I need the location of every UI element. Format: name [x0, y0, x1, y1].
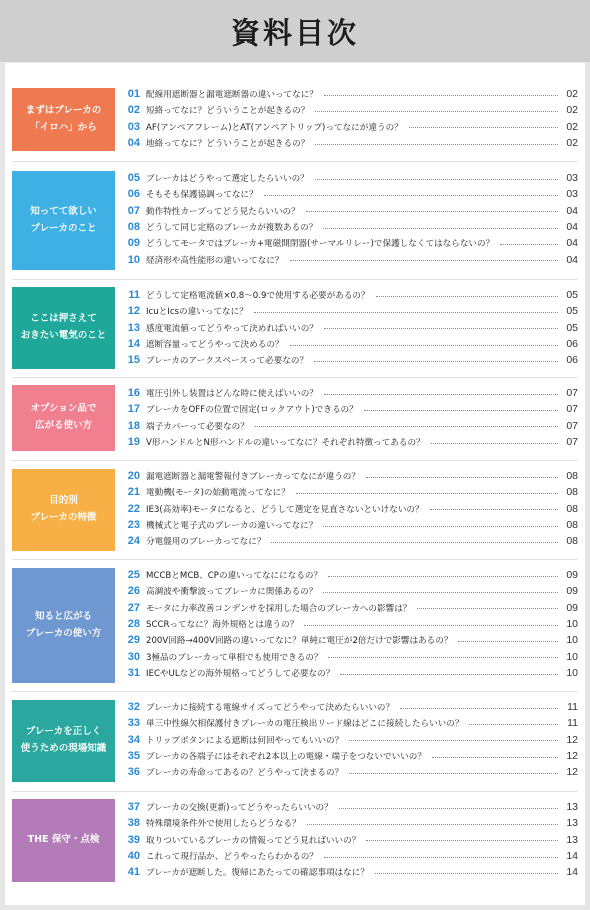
section-label-line: まずはブレーカの [25, 104, 102, 116]
entry-question: V形ハンドルとN形ハンドルの違いってなに？それぞれ特徴ってあるの？ [146, 438, 425, 449]
entry-number: 01 [127, 88, 140, 100]
toc-entry[interactable] [119, 832, 578, 848]
section-label [12, 799, 115, 882]
entry-page-number: 14 [566, 866, 578, 879]
entry-question: ブレーカをOFFの位置で固定(ロックアウト)できるの？ [146, 405, 358, 416]
dot-leader [430, 509, 558, 510]
title-bar [0, 0, 590, 62]
dot-leader [364, 410, 558, 411]
entry-number: 05 [127, 172, 140, 184]
dot-leader [323, 592, 558, 593]
dot-leader [417, 608, 558, 609]
dot-leader [458, 641, 558, 642]
toc-entry[interactable] [119, 418, 578, 434]
entry-question: 配線用遮断器と漏電遮断器の違いってなに？ [146, 90, 318, 100]
dot-leader [375, 873, 558, 874]
entry-number: 33 [127, 717, 140, 730]
entry-page-number: 13 [566, 833, 578, 846]
entry-number: 20 [127, 470, 140, 482]
toc-entry[interactable] [119, 385, 578, 401]
toc-entry[interactable] [119, 632, 578, 648]
entry-number: 34 [127, 733, 140, 746]
entry-page-number: 02 [566, 137, 578, 150]
toc-entry[interactable] [119, 235, 578, 251]
entry-page-number: 10 [566, 650, 578, 663]
section-label-line: THE 保守・点検 [27, 834, 100, 846]
entry-question: 地絡ってなに？どういうことが起きるの？ [146, 139, 310, 150]
section-label-line: オプション品で [30, 403, 97, 415]
dot-leader [409, 127, 558, 128]
entry-page-number: 11 [567, 701, 578, 713]
dot-leader [315, 111, 558, 112]
entry-number: 30 [127, 650, 140, 663]
dot-leader [366, 840, 558, 841]
entry-number: 02 [127, 104, 140, 117]
entry-number: 04 [127, 137, 140, 150]
section-divider [12, 377, 578, 378]
page-title: 資料目次 [230, 15, 359, 50]
entry-page-number: 04 [566, 204, 578, 217]
entry-question: ブレーカはどうやって選定したらいいの？ [146, 174, 309, 184]
entry-page-number: 04 [566, 237, 578, 250]
entry-number: 31 [127, 667, 140, 680]
toc-entry[interactable] [119, 252, 578, 268]
toc-entry[interactable] [119, 864, 578, 880]
toc-entry[interactable] [119, 102, 578, 118]
dot-leader [324, 394, 558, 395]
toc-entry[interactable] [119, 699, 578, 715]
section-label-line: ブレーカの特徴 [30, 512, 97, 523]
dot-leader [366, 477, 558, 478]
entry-question: 高調波や衝撃波ってブレーカに関係あるの？ [146, 587, 318, 598]
entry-number: 09 [127, 237, 140, 250]
entry-question: 3極品のブレーカって単相でも使用できるの？ [146, 652, 323, 663]
entry-page-number: 08 [566, 502, 578, 515]
entry-question: これって現行品か、どうやったらわかるの？ [146, 852, 318, 863]
entry-question: 分電盤用のブレーカってなに？ [146, 537, 266, 548]
entry-page-number: 13 [566, 817, 578, 830]
section-label-line: 使うための現場知識 [20, 743, 107, 754]
entry-number: 41 [127, 866, 140, 879]
dot-leader [324, 857, 558, 858]
entry-number: 27 [127, 601, 140, 614]
toc-entry[interactable] [119, 799, 578, 815]
entry-question: SCCRってなに？海外規格とは違うの？ [146, 620, 299, 631]
dot-leader [271, 542, 558, 543]
section-divider [12, 279, 578, 280]
entry-page-number: 11 [567, 717, 578, 730]
entry-question: 電動機(モータ)の始動電流ってなに？ [146, 488, 290, 499]
entry-number: 07 [127, 204, 140, 217]
entry-number: 37 [127, 801, 140, 813]
entry-number: 03 [127, 120, 140, 133]
entry-question: 短絡ってなに？どういうことが起きるの？ [146, 106, 310, 117]
section-label [12, 287, 115, 369]
entry-question: 端子カバーって必要なの？ [146, 421, 249, 432]
toc-entry[interactable] [119, 287, 578, 303]
entry-page-number: 08 [566, 519, 578, 532]
entry-number: 13 [127, 321, 140, 334]
entry-number: 14 [127, 338, 140, 351]
entry-page-number: 10 [566, 618, 578, 631]
entry-page-number: 05 [566, 321, 578, 334]
toc-entry[interactable] [119, 401, 578, 417]
entry-number: 15 [127, 354, 140, 367]
dot-leader [324, 328, 558, 329]
entry-question: ブレーカのアークスペースって必要なの？ [146, 356, 309, 367]
dot-leader [349, 773, 558, 774]
dot-leader [304, 625, 558, 626]
entry-page-number: 02 [566, 120, 578, 133]
section-divider [12, 460, 578, 461]
entry-question: そもそも保護協調ってなに？ [146, 190, 258, 201]
entry-question: MCCBとMCB、CPの違いってなにになるの？ [146, 571, 323, 581]
entry-number: 19 [127, 436, 140, 449]
entry-page-number: 14 [566, 850, 578, 863]
entry-number: 17 [127, 403, 140, 416]
toc-entry[interactable] [119, 567, 578, 583]
section-label-line: 「イロハ」から [30, 121, 97, 133]
section-label [12, 88, 115, 151]
toc-entry[interactable] [119, 533, 578, 549]
entry-question: 電圧引外し装置はどんな時に使えばいいの？ [146, 389, 318, 399]
toc-entry[interactable] [119, 352, 578, 368]
entry-question: AF(アンペアフレーム)とAT(アンペアトリップ)ってなにが違うの？ [146, 122, 403, 133]
entry-page-number: 12 [566, 733, 578, 746]
toc-entry[interactable] [119, 320, 578, 336]
entry-page-number: 07 [566, 403, 578, 416]
section-label-line: 広がる使い方 [34, 420, 92, 431]
entry-question: 単三中性線欠相保護付きブレーカの電圧検出リード線はどこに接続したらいいの？ [146, 719, 464, 730]
entry-question: モータに力率改善コンデンサを採用した場合のブレーカへの影響は？ [146, 603, 412, 614]
entry-page-number: 05 [566, 305, 578, 318]
toc-entry[interactable] [119, 848, 578, 864]
section-divider [12, 791, 578, 792]
dot-leader [500, 244, 558, 245]
entry-page-number: 04 [566, 253, 578, 266]
entry-page-number: 02 [566, 104, 578, 117]
entry-number: 24 [127, 535, 140, 548]
toc-entry[interactable] [119, 434, 578, 450]
toc-entry[interactable] [119, 336, 578, 352]
section-label-line: 知ってて欲しい [30, 205, 97, 217]
section-label-line: おきたい電気のこと [20, 330, 107, 341]
entry-number: 10 [127, 253, 140, 266]
toc-entry[interactable] [119, 170, 578, 186]
section-label-line: ここは押さえて [30, 313, 97, 325]
entry-question: トリップボタンによる遮断は何回やってもいいの？ [146, 735, 344, 746]
entry-number: 11 [128, 289, 140, 301]
toc-entry[interactable] [119, 665, 578, 681]
toc-entry[interactable] [119, 135, 578, 151]
dot-leader [306, 211, 558, 212]
toc-entry[interactable] [119, 732, 578, 748]
dot-leader [315, 179, 558, 180]
entry-question: IECやULなどの海外規格ってどうして必要なの？ [146, 669, 335, 680]
toc-entry[interactable] [119, 600, 578, 616]
toc-entry[interactable] [119, 649, 578, 665]
entry-number: 29 [127, 634, 140, 647]
toc-entry[interactable] [119, 815, 578, 831]
entry-page-number: 05 [566, 289, 578, 301]
entry-number: 06 [127, 188, 140, 201]
entry-number: 35 [127, 750, 140, 763]
section-label [12, 568, 115, 683]
entry-number: 22 [127, 502, 140, 515]
entry-question: ブレーカの各端子にはそれぞれ2本以上の電線・端子をつないでいいの？ [146, 752, 426, 763]
section-label [12, 171, 115, 270]
entry-page-number: 06 [566, 354, 578, 367]
entry-page-number: 08 [566, 535, 578, 548]
toc-entry[interactable] [119, 501, 578, 517]
section-label [12, 700, 115, 782]
entry-page-number: 03 [566, 188, 578, 201]
dot-leader [255, 426, 558, 427]
dot-leader [431, 443, 558, 444]
entry-number: 25 [127, 569, 140, 581]
dot-leader [323, 526, 558, 527]
entry-question: 遮断容量ってどうやって決めるの？ [146, 340, 284, 351]
entry-question: ブレーカの交換(更新)ってどうやったらいいの？ [146, 803, 333, 813]
toc-entry[interactable] [119, 484, 578, 500]
entry-question: ブレーカに接続する電線サイズってどうやって決めたらいいの？ [146, 703, 395, 713]
entry-page-number: 12 [566, 766, 578, 779]
entry-page-number: 07 [566, 436, 578, 449]
dot-leader [328, 657, 558, 658]
section-label-line: ブレーカのこと [30, 222, 97, 234]
entry-question: IE3(高効率)モータになると、どうして選定を見直さないといけないの？ [146, 504, 424, 515]
entry-number: 28 [127, 618, 140, 631]
entry-page-number: 09 [566, 585, 578, 598]
dot-leader [307, 824, 558, 825]
entry-number: 21 [127, 486, 140, 499]
toc-entry[interactable] [119, 303, 578, 319]
entry-question: 経済形や高性能形の違いってなに？ [146, 255, 284, 266]
entry-page-number: 07 [566, 387, 578, 399]
entry-question: 200V回路→400V回路の違いってなに？単純に電圧が2倍だけで影響はあるの？ [146, 636, 453, 647]
entry-number: 38 [127, 817, 140, 830]
entry-page-number: 08 [566, 486, 578, 499]
section-label-line: ブレーカの使い方 [25, 627, 102, 639]
dot-leader [340, 674, 558, 675]
entry-number: 18 [127, 419, 140, 432]
entry-question: 機械式と電子式のブレーカの違いってなに？ [146, 521, 318, 532]
section-label [12, 469, 115, 551]
entry-question: ブレーカが遮断した。復帰にあたっての確認事項はなに？ [146, 868, 369, 879]
dot-leader [339, 808, 558, 809]
dot-leader [469, 724, 558, 725]
toc-entry[interactable] [119, 583, 578, 599]
entry-question: どうして定格電流値×0.8〜0.9で使用する必要があるの？ [146, 291, 370, 301]
entry-number: 39 [127, 833, 140, 846]
toc-entry[interactable] [119, 748, 578, 764]
dot-leader [324, 95, 558, 96]
entry-page-number: 09 [566, 601, 578, 614]
toc-entry[interactable] [119, 219, 578, 235]
entry-page-number: 12 [566, 750, 578, 763]
toc-entry[interactable] [119, 186, 578, 202]
entry-page-number: 07 [566, 419, 578, 432]
toc-entry[interactable] [119, 119, 578, 135]
section-label [12, 385, 115, 451]
entry-number: 32 [127, 701, 140, 713]
dot-leader [349, 740, 558, 741]
toc-entry[interactable] [119, 616, 578, 632]
toc-entry[interactable] [119, 715, 578, 731]
dot-leader [290, 260, 558, 261]
entry-page-number: 03 [566, 172, 578, 184]
section-divider [12, 559, 578, 560]
entry-question: ブレーカの寿命ってあるの？どうやって決まるの？ [146, 768, 344, 779]
dot-leader [432, 757, 558, 758]
dot-leader [400, 708, 558, 709]
entry-number: 40 [127, 850, 140, 863]
entry-number: 12 [127, 305, 140, 318]
section-divider [12, 161, 578, 162]
entry-question: IcuとIcsの違いってなに？ [146, 307, 248, 318]
entry-question: 特殊環境条件外で使用したらどうなる？ [146, 819, 301, 830]
dot-leader [264, 195, 558, 196]
entry-question: 感度電流値ってどうやって決めればいいの？ [146, 323, 318, 334]
entry-page-number: 10 [566, 667, 578, 680]
entry-page-number: 10 [566, 634, 578, 647]
entry-page-number: 06 [566, 338, 578, 351]
entry-page-number: 02 [566, 88, 578, 100]
section-label-line: 目的別 [49, 495, 78, 507]
entry-question: 漏電遮断器と漏電警報付きブレーカってなにが違うの？ [146, 472, 360, 482]
toc-entry[interactable] [119, 517, 578, 533]
dot-leader [376, 296, 558, 297]
table-of-contents [5, 63, 585, 905]
entry-question: 動作特性カーブってどう見たらいいの？ [146, 206, 300, 217]
section-label-line: 知ると広がる [34, 610, 92, 622]
dot-leader [328, 576, 558, 577]
entry-page-number: 09 [566, 569, 578, 581]
entry-page-number: 08 [566, 470, 578, 482]
dot-leader [296, 493, 558, 494]
toc-entry[interactable] [119, 468, 578, 484]
entry-number: 08 [127, 221, 140, 234]
section-divider [12, 691, 578, 692]
entry-page-number: 13 [566, 801, 578, 813]
dot-leader [323, 228, 558, 229]
entry-number: 26 [127, 585, 140, 598]
entry-number: 23 [127, 519, 140, 532]
entry-question: どうして同じ定格のブレーカが複数あるの？ [146, 223, 318, 234]
dot-leader [254, 312, 558, 313]
dot-leader [315, 144, 558, 145]
entry-page-number: 04 [566, 221, 578, 234]
entry-question: どうしてモータではブレーカ+電磁開閉器(サーマルリレー)で保護しなくてはならないの？ [146, 239, 495, 250]
toc-entry[interactable] [119, 203, 578, 219]
section-label-line: ブレーカを正しく [25, 726, 102, 738]
entry-number: 36 [127, 766, 140, 779]
dot-leader [314, 361, 558, 362]
entry-number: 16 [127, 387, 140, 399]
dot-leader [290, 345, 558, 346]
entry-question: 取りついているブレーカの情報ってどう見ればいいの？ [146, 835, 361, 846]
toc-entry[interactable] [119, 764, 578, 780]
toc-entry[interactable] [119, 86, 578, 102]
